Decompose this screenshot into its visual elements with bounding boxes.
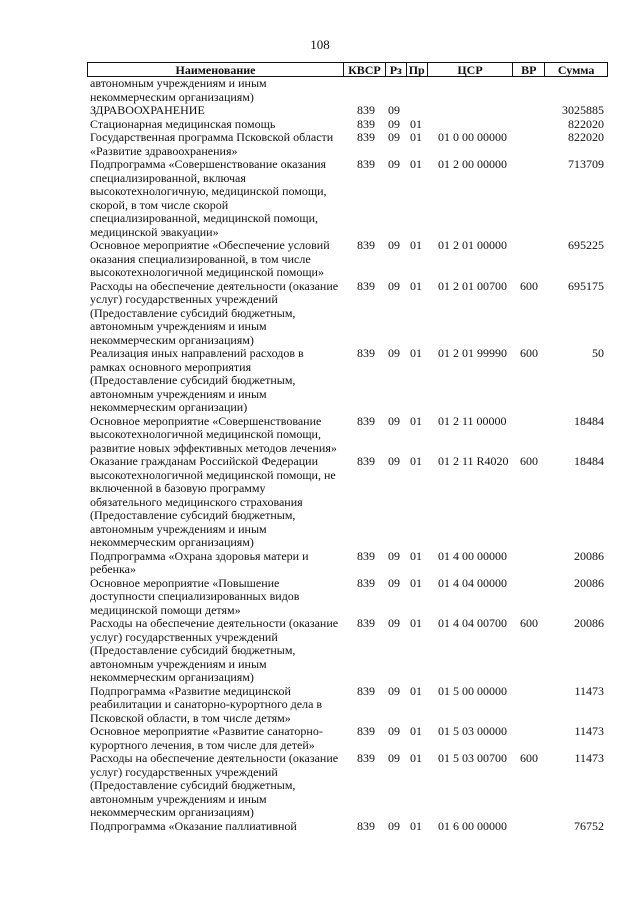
row-kvsr: 839	[357, 751, 375, 765]
row-kvsr: 839	[357, 157, 375, 171]
row-name: автономным учреждениям и иным некоммерческим организациям)	[90, 76, 267, 104]
budget-table	[87, 62, 608, 833]
row-vr: 600	[520, 278, 538, 293]
table-header	[87, 62, 608, 77]
row-rz: 09	[388, 454, 400, 468]
row-rz: 09	[388, 751, 400, 765]
row-vr	[514, 415, 546, 456]
row-sum: 11473	[574, 683, 604, 698]
row-csr: 01 2 00 00000	[438, 157, 507, 171]
row-csr: 01 4 04 00000	[438, 575, 507, 590]
row-csr: 01 2 11 R4020	[438, 454, 509, 468]
table-row	[87, 131, 608, 158]
table-row	[87, 685, 608, 726]
row-rz: 09	[388, 130, 400, 144]
row-sum: 695225	[568, 238, 604, 252]
row-vr	[514, 131, 546, 158]
row-name: Оказание гражданам Российской Федерации высокотехнологичной медицинской помощи, не включенной в базовую программу обязательного медицинского страхования (Предоставление субсидий бюджетным, автономным учреждениям и иным некоммерческим организациям)	[90, 454, 336, 549]
row-vr	[514, 685, 546, 726]
row-csr	[428, 104, 514, 118]
header-vr: ВР	[513, 63, 545, 76]
row-csr: 01 2 11 00000	[438, 413, 507, 428]
row-pr: 01	[410, 278, 422, 293]
table-row	[87, 77, 608, 104]
row-vr: 600	[520, 751, 538, 765]
row-sum: 18484	[574, 454, 604, 468]
row-pr: 01	[410, 575, 422, 590]
row-vr	[514, 77, 546, 104]
table-row	[87, 118, 608, 132]
header-csr: ЦСР	[428, 63, 514, 76]
row-kvsr: 839	[357, 548, 375, 563]
row-sum: 20086	[574, 548, 604, 563]
row-kvsr: 839	[357, 130, 375, 144]
row-kvsr: 839	[357, 103, 375, 117]
row-kvsr: 839	[357, 346, 375, 360]
row-csr: 01 6 00 00000	[438, 818, 507, 833]
row-sum: 822020	[568, 116, 604, 131]
row-rz: 09	[388, 278, 400, 293]
row-pr: 01	[410, 130, 422, 144]
row-rz: 09	[388, 116, 400, 131]
row-vr	[514, 725, 546, 752]
row-pr: 01	[410, 548, 422, 563]
table-row	[87, 577, 608, 618]
header-kvsr: КВСР	[344, 63, 386, 76]
row-sum: 11473	[574, 751, 604, 765]
table-row	[87, 550, 608, 577]
row-kvsr	[344, 77, 386, 104]
row-rz: 09	[388, 238, 400, 252]
row-name: Подпрограмма «Оказание паллиативной	[90, 818, 297, 833]
row-pr: 01	[410, 238, 422, 252]
table-row	[87, 617, 608, 685]
header-sum: Сумма	[557, 63, 595, 76]
table-row	[87, 280, 608, 348]
row-sum: 20086	[574, 616, 604, 630]
row-csr: 01 2 01 99990	[438, 346, 507, 360]
row-csr: 01 5 03 00000	[438, 724, 507, 738]
row-pr: 01	[410, 413, 422, 428]
row-kvsr: 839	[357, 238, 375, 252]
row-rz: 09	[388, 413, 400, 428]
row-rz: 09	[388, 548, 400, 563]
row-csr	[428, 77, 514, 104]
row-kvsr: 839	[357, 413, 375, 428]
row-kvsr: 839	[357, 575, 375, 590]
row-pr: 01	[410, 724, 422, 738]
row-pr: 01	[410, 454, 422, 468]
row-sum: 3025885	[562, 103, 604, 117]
header-pr: Пр	[407, 63, 428, 76]
table-row	[87, 820, 608, 834]
row-kvsr: 839	[357, 616, 375, 630]
row-sum: 18484	[574, 413, 604, 428]
row-pr: 01	[410, 346, 422, 360]
row-vr	[514, 550, 546, 577]
row-sum: 713709	[568, 157, 604, 171]
row-kvsr: 839	[357, 116, 375, 131]
row-name: Основное мероприятие «Совершенствование высокотехнологичной медицинской помощи, развитие новых эффективных методов лечения»	[90, 413, 337, 455]
table-row	[87, 158, 608, 239]
row-rz: 09	[388, 157, 400, 171]
row-vr	[514, 820, 546, 834]
row-csr: 01 5 03 00700	[438, 751, 507, 765]
table-row	[87, 239, 608, 280]
row-name: Реализация иных направлений расходов в рамках основного мероприятия (Предоставление субсидий бюджетным, автономным учреждениям и иным некоммерческим организации)	[90, 346, 304, 414]
table-body	[87, 77, 608, 833]
row-csr: 01 0 00 00000	[438, 130, 507, 144]
page-number: 108	[310, 37, 330, 52]
row-kvsr: 839	[357, 454, 375, 468]
table-row	[87, 415, 608, 456]
row-rz: 09	[388, 683, 400, 698]
row-pr: 01	[410, 683, 422, 698]
row-sum: 20086	[574, 575, 604, 590]
row-csr: 01 4 00 00000	[438, 548, 507, 563]
row-pr: 01	[410, 818, 422, 833]
row-name: Основное мероприятие «Повышение доступности специализированных видов медицинской помощи детям»	[90, 575, 300, 617]
row-name: Подпрограмма «Совершенствование оказания специализированной, включая высокотехнологичную, медицинской помощи, скорой, в том числе скорой специализированной, медицинской помощи, медицинской эвакуации»	[90, 157, 327, 239]
row-pr: 01	[410, 116, 422, 131]
row-csr: 01 2 01 00700	[438, 278, 507, 293]
row-kvsr: 839	[357, 724, 375, 738]
table-row	[87, 455, 608, 550]
row-vr	[514, 104, 546, 118]
row-csr: 01 2 01 00000	[438, 238, 507, 252]
row-name: Расходы на обеспечение деятельности (оказание услуг) государственных учреждений (Предоставление субсидий бюджетным, автономным учреждениям и иным некоммерческим организациям)	[90, 278, 339, 347]
row-vr: 600	[520, 616, 538, 630]
row-rz: 09	[388, 346, 400, 360]
row-name: Государственная программа Псковской области «Развитие здравоохранения»	[90, 130, 334, 158]
row-vr	[514, 158, 546, 239]
row-sum: 695175	[568, 278, 604, 293]
row-name: Расходы на обеспечение деятельности (оказание услуг) государственных учреждений (Предоставление субсидий бюджетным, автономным учреждениям и иным некоммерческим организациям)	[90, 616, 339, 684]
row-pr: 01	[410, 616, 422, 630]
row-pr	[407, 77, 428, 104]
row-pr	[407, 104, 428, 118]
table-row	[87, 725, 608, 752]
row-rz	[386, 77, 407, 104]
row-vr: 600	[520, 454, 538, 468]
row-sum: 50	[592, 346, 604, 360]
row-name: ЗДРАВООХРАНЕНИЕ	[90, 103, 205, 117]
row-rz: 09	[388, 616, 400, 630]
table-row	[87, 347, 608, 415]
row-kvsr: 839	[357, 278, 375, 293]
table-row	[87, 104, 608, 118]
row-pr: 01	[410, 157, 422, 171]
row-csr	[428, 118, 514, 132]
table-row	[87, 752, 608, 820]
row-rz: 09	[388, 103, 400, 117]
row-rz: 09	[388, 818, 400, 833]
row-sum: 822020	[568, 130, 604, 144]
row-name: Подпрограмма «Охрана здоровья матери и ребенка»	[90, 548, 309, 576]
row-name: Основное мероприятие «Развитие санаторно-курортного лечения, в том числе для детей»	[90, 724, 323, 752]
row-name: Расходы на обеспечение деятельности (оказание услуг) государственных учреждений (Предоставление субсидий бюджетным, автономным учреждениям и иным некоммерческим организациям)	[90, 751, 339, 819]
row-name: Подпрограмма «Развитие медицинской реабилитации и санаторно-курортного дела в Псковской области, в том числе детям»	[90, 683, 323, 725]
header-name: Наименование	[88, 63, 344, 76]
row-name: Стационарная медицинская помощь	[90, 116, 276, 131]
row-pr: 01	[410, 751, 422, 765]
row-kvsr: 839	[357, 818, 375, 833]
row-csr: 01 4 04 00700	[438, 616, 507, 630]
row-sum	[546, 77, 608, 104]
row-name: Основное мероприятие «Обеспечение условий оказания специализированной, в том числе высокотехнологичной медицинской помощи»	[90, 238, 330, 279]
row-kvsr: 839	[357, 683, 375, 698]
row-vr	[514, 118, 546, 132]
row-vr: 600	[520, 346, 538, 360]
header-rz: Рз	[386, 63, 407, 76]
row-sum: 11473	[574, 724, 604, 738]
row-vr	[514, 577, 546, 618]
row-sum: 76752	[574, 818, 604, 833]
row-rz: 09	[388, 724, 400, 738]
row-rz: 09	[388, 575, 400, 590]
row-vr	[514, 239, 546, 280]
row-csr: 01 5 00 00000	[438, 683, 507, 698]
